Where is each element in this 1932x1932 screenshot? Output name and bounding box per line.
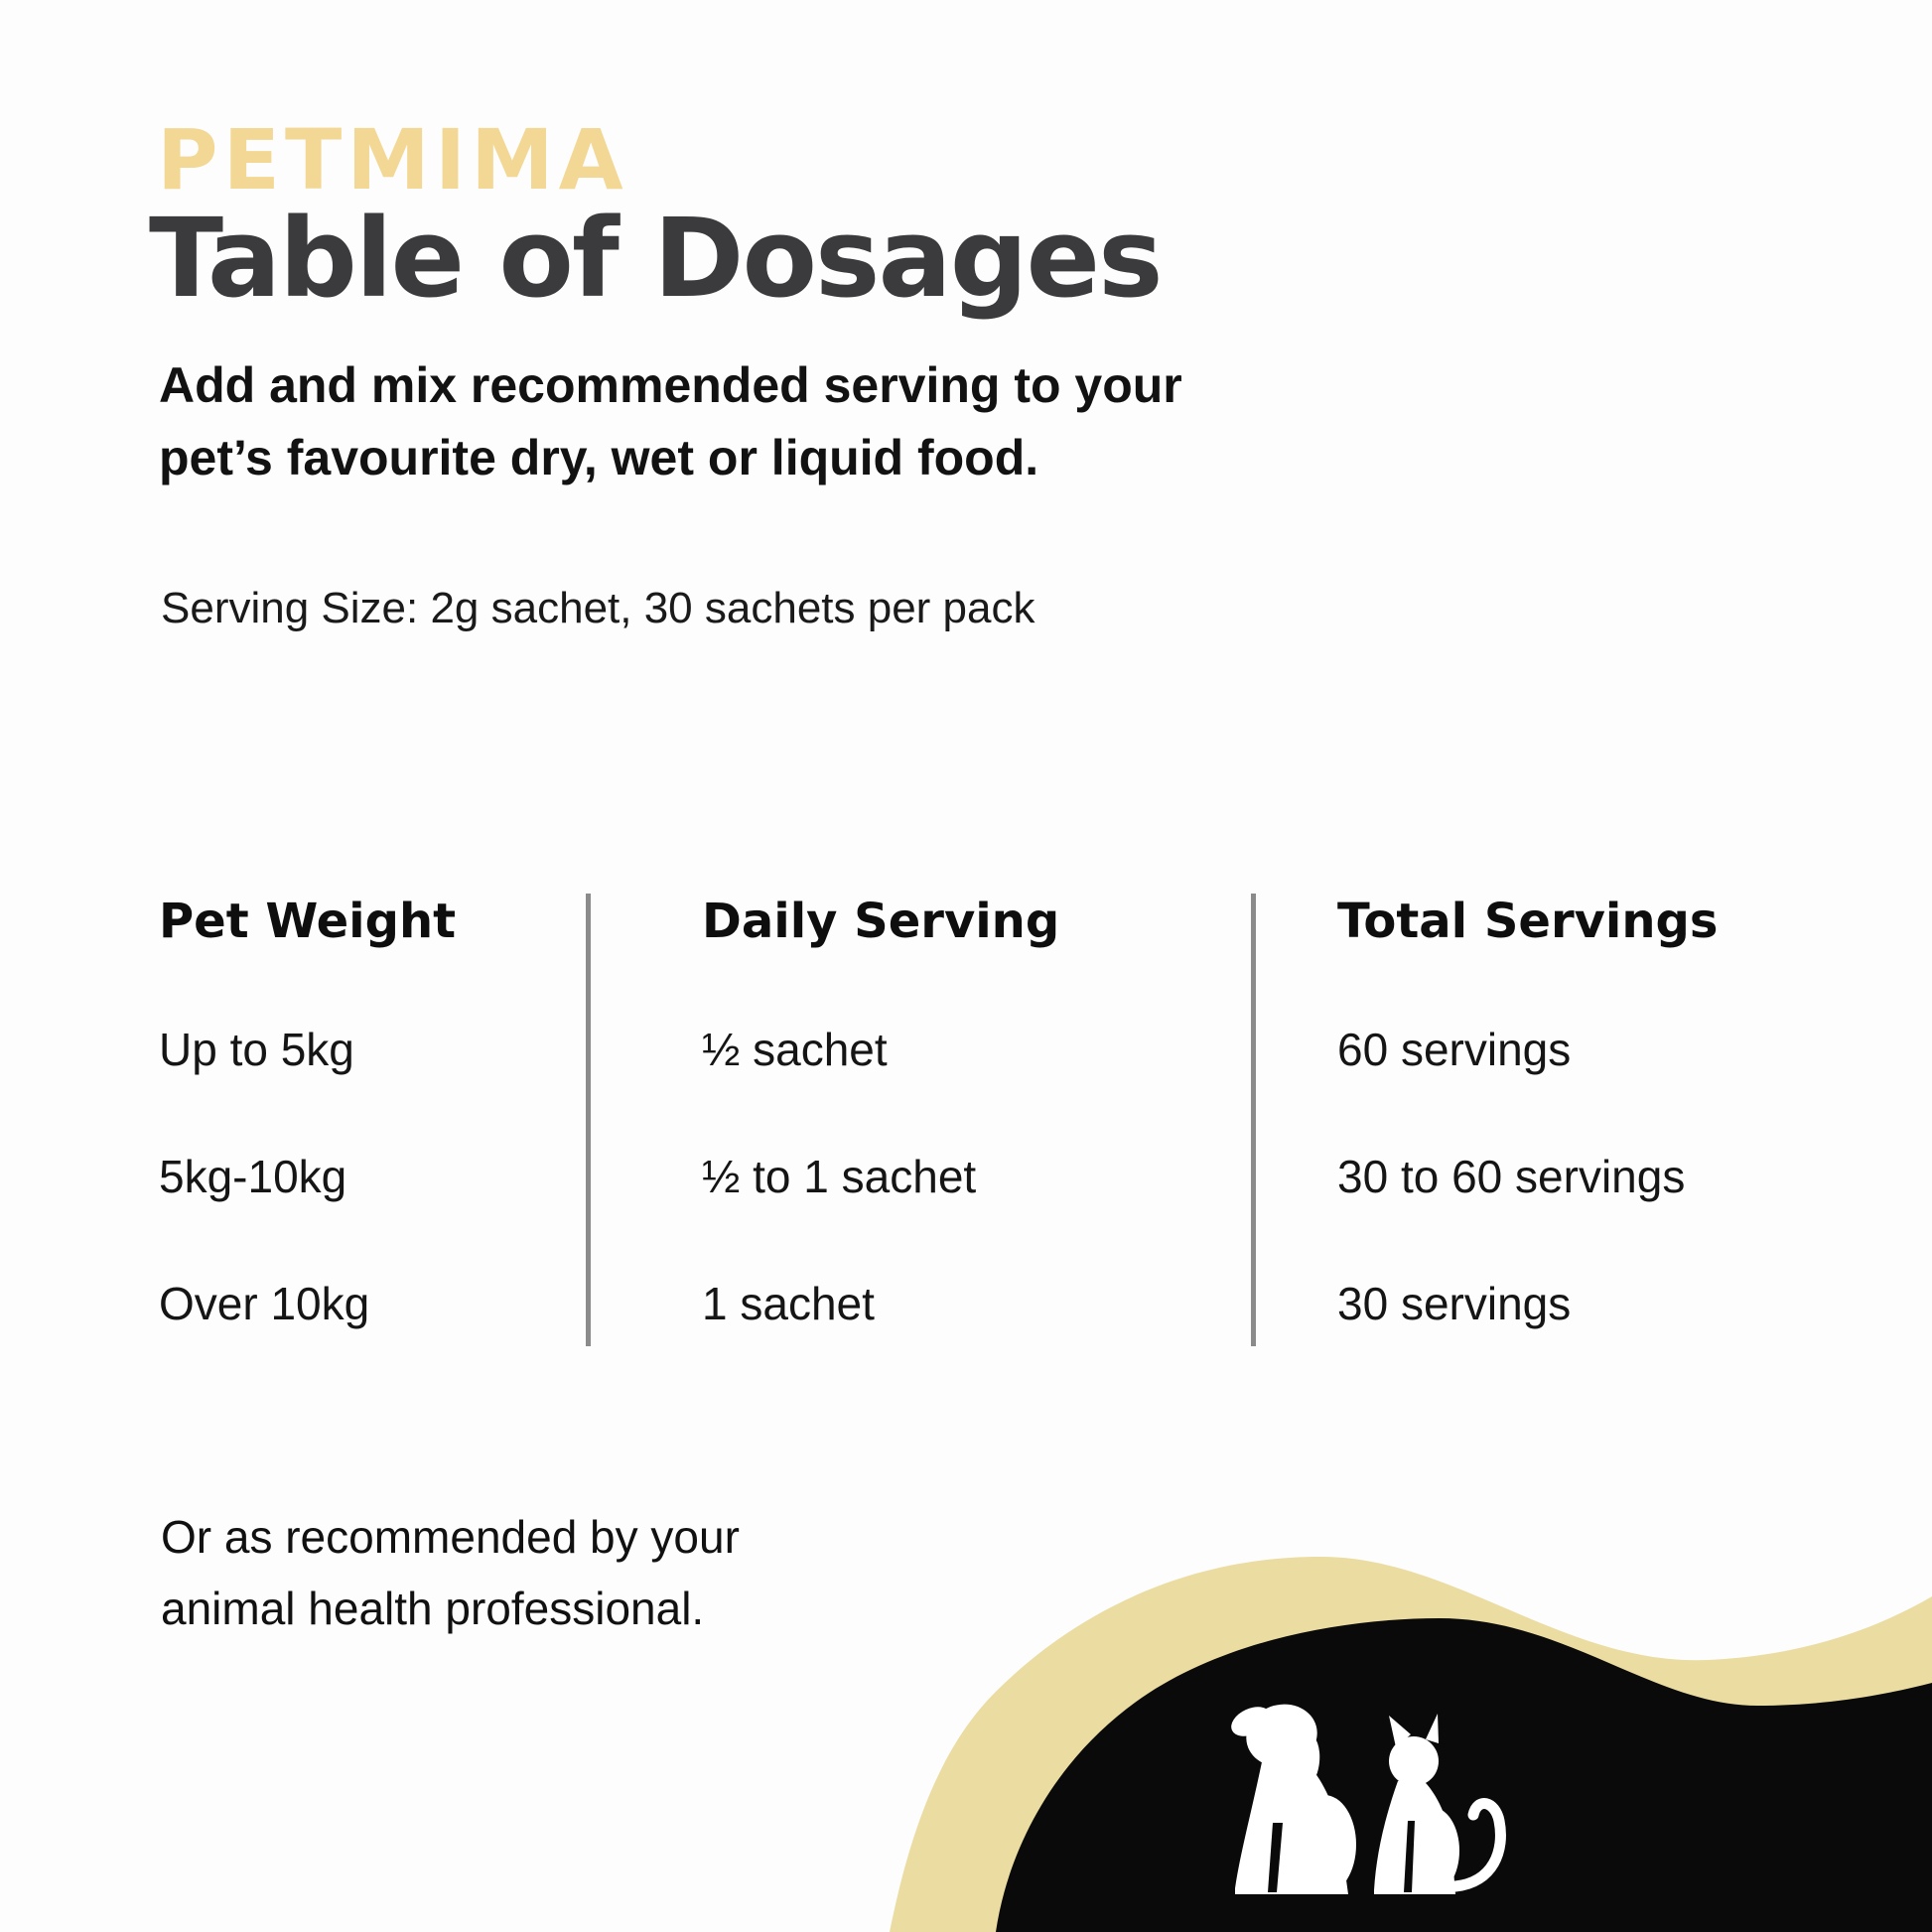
page-title: Table of Dosages xyxy=(149,195,1162,322)
brand-logo: PETMIMA xyxy=(157,111,628,208)
intro-line-2: pet’s favourite dry, wet or liquid food. xyxy=(159,430,1039,485)
row2-total-servings: 30 to 60 servings xyxy=(1337,1151,1686,1202)
column-header-pet-weight: Pet Weight xyxy=(159,894,457,949)
row3-pet-weight: Over 10kg xyxy=(159,1278,370,1329)
recommendation-line-2: animal health professional. xyxy=(161,1583,705,1634)
intro-text xyxy=(159,349,1182,494)
row1-pet-weight: Up to 5kg xyxy=(159,1024,354,1075)
column-header-daily-serving: Daily Serving xyxy=(702,894,1060,949)
row3-total-servings: 30 servings xyxy=(1337,1278,1572,1329)
serving-size-note: Serving Size: 2g sachet, 30 sachets per pack xyxy=(161,584,1035,632)
bottom-decoration xyxy=(830,1517,1932,1932)
row1-total-servings: 60 servings xyxy=(1337,1024,1572,1075)
intro-line-1: Add and mix recommended serving to your xyxy=(159,357,1182,413)
recommendation-note xyxy=(161,1501,740,1644)
row3-daily-serving: 1 sachet xyxy=(702,1278,875,1329)
column-header-total-servings: Total Servings xyxy=(1337,894,1719,949)
recommendation-line-1: Or as recommended by your xyxy=(161,1511,740,1563)
dosage-table xyxy=(159,894,1827,1346)
row2-daily-serving: ½ to 1 sachet xyxy=(702,1151,977,1202)
row2-pet-weight: 5kg-10kg xyxy=(159,1151,347,1202)
row1-daily-serving: ½ sachet xyxy=(702,1024,888,1075)
